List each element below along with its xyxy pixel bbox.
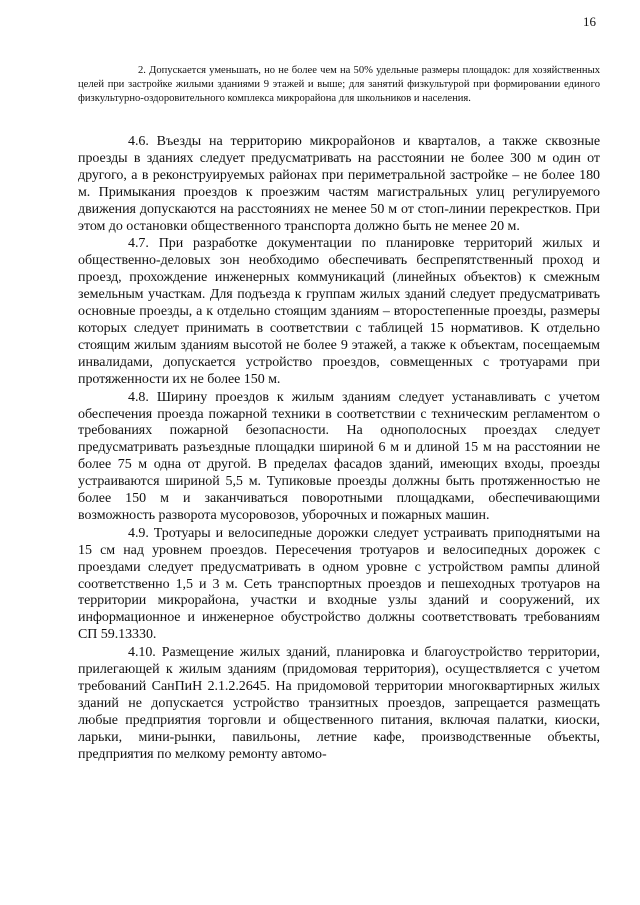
paragraph-4-8: 4.8. Ширину проездов к жилым зданиям следует устанавливать с учетом обеспечения проезда пожарной техники в соответствии с техническим регламентом о требованиях пожарной безопасности. На однополосных проездах следует предусматривать разъездные площадки шириной 6 м и длиной 15 м на расстоянии не более 75 м одна от другой. В пределах фасадов зданий, имеющих входы, проезды устраиваются шириной 5,5 м. Тупиковые проезды должны быть протяженностью не более 150 м и заканчиваться поворотными площадками, обеспечивающими возможность разворота мусоровозов, уборочных и пожарных машин. — [78, 389, 600, 523]
body-text — [78, 134, 600, 765]
page-number: 16 — [583, 14, 596, 29]
paragraph-4-10: 4.10. Размещение жилых зданий, планировка и благоустройство территории, прилегающей к жилым зданиям (придомовая территория), осуществляется с учетом требований СанПиН 2.1.2.2645. На придомовой территории многоквартирных жилых зданий не допускается устройство транзитных проездов, запрещается размещать любые предприятия торговли и общественного питания, включая палатки, киоски, ларьки, мини-рынки, павильоны, летние кафе, производственные объекты, предприятия по мелкому ремонту автомо- — [78, 645, 600, 762]
paragraph-4-7: 4.7. При разработке документации по планировке территорий жилых и общественно-деловых зон необходимо обеспечивать беспрепятственный проход и проезд, прохождение инженерных коммуникаций (линейных объектов) к смежным земельным участкам. Для подъезда к группам жилых зданий следует предусматривать основные проезды, а к отдельно стоящим зданиям – второстепенные проезды, размеры которых следует принимать в соответствии с таблицей 15 нормативов. К отдельно стоящим жилым зданиям высотой не более 9 этажей, а также к объектам, посещаемым инвалидами, допускается устройство проездов, совмещенных с тротуарами при протяженности их не более 150 м. — [78, 236, 600, 387]
paragraph-4-9: 4.9. Тротуары и велосипедные дорожки следует устраивать приподнятыми на 15 см над уровнем проездов. Пересечения тротуаров и велосипедных дорожек с проездами следует предусматривать в одном уровне с устройством рампы длиной соответственно 1,5 и 3 м. Сеть транспортных проездов и пешеходных тротуаров на территории микрорайона, участки и входные узлы зданий и сооружений, их информационное и инженерное обустройство должны соответствовать требованиям СП 59.13330. — [78, 525, 600, 643]
paragraph-4-6: 4.6. Въезды на территорию микрорайонов и кварталов, а также сквозные проезды в зданиях следует предусматривать на расстоянии не более 300 м один от другого, а в реконструируемых районах при периметральной застройке – не более 180 м. Примыкания проездов к проезжим частям магистральных улиц регулируемого движения допускаются на расстояниях не менее 50 м от стоп-линии перекрестков. При этом до остановки общественного транспорта должно быть не менее 20 м. — [78, 134, 600, 234]
footnote-remark: 2. Допускается уменьшать, но не более чем на 50% удельные размеры площадок: для хозяйственных целей при застройке жилыми зданиями 9 этажей и выше; для занятий физкультурой при формировании единого физкультурно-оздоровительного комплекса микрорайона для школьников и населения. — [78, 65, 600, 104]
